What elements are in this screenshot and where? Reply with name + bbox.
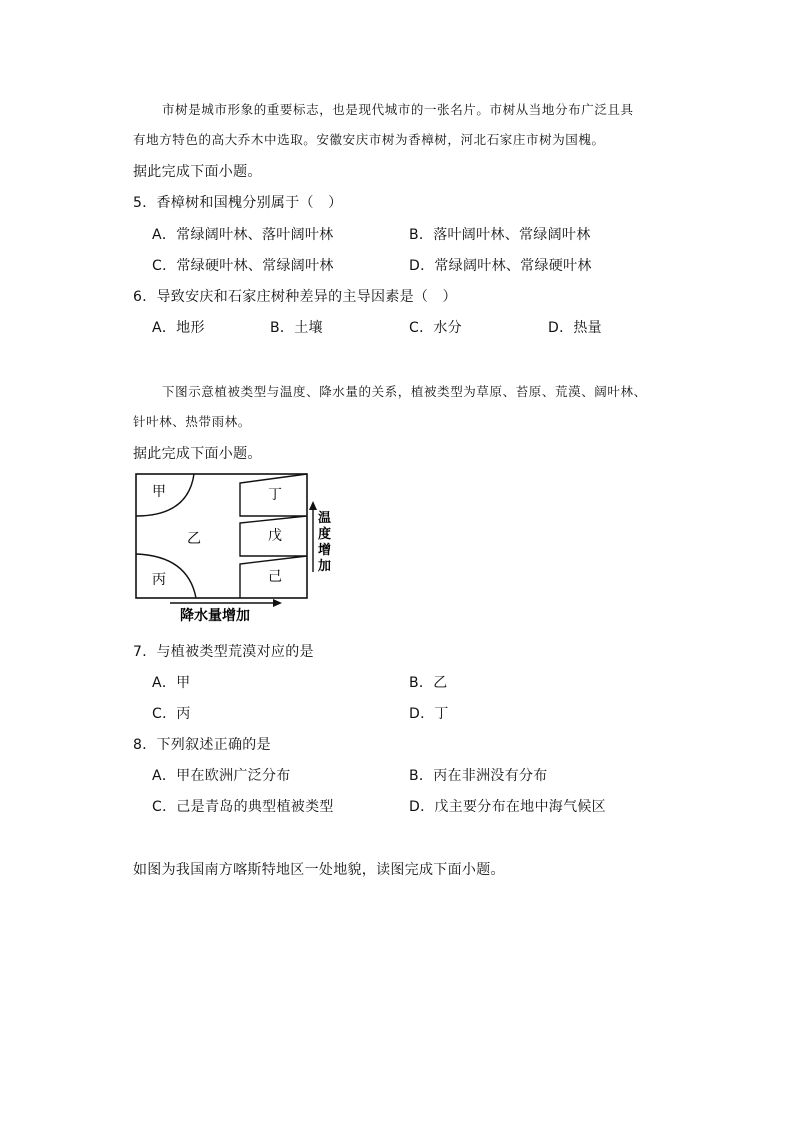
passage-3-line-1: 如图为我国南方喀斯特地区一处地貌，读图完成下面小题。: [133, 862, 505, 878]
temperature-label-2: 度: [318, 527, 332, 542]
question-7-option-c: C．丙: [152, 706, 191, 722]
zone-ji-label: 己: [268, 569, 282, 585]
question-6-stem: 6．导致安庆和石家庄树种差异的主导因素是（ ）: [133, 289, 457, 305]
temperature-label-1: 温: [318, 511, 332, 526]
passage-2-line-1: 下图示意植被类型与温度、降水量的关系，植被类型为草原、苔原、荒漠、阔叶林、: [162, 384, 647, 399]
bing-boundary: [136, 554, 196, 598]
question-7-stem: 7．与植被类型荒漠对应的是: [133, 644, 314, 660]
question-5-option-d: D．常绿阔叶林、常绿硬叶林: [409, 258, 592, 274]
zone-bing-label: 丙: [152, 572, 166, 588]
passage-2-line-2: 针叶林、热带雨林。: [133, 414, 251, 429]
question-6-option-b: B．土壤: [270, 320, 323, 336]
passage-2-instruction: 据此完成下面小题。: [133, 446, 262, 462]
question-7-option-d: D．丁: [409, 706, 449, 722]
zone-ding-label: 丁: [268, 487, 282, 503]
question-8-option-b: B．丙在非洲没有分布: [409, 768, 548, 784]
temperature-arrow-head: [309, 501, 317, 510]
temperature-label-4: 加: [318, 559, 332, 574]
question-6-option-a: A．地形: [152, 320, 205, 336]
question-8-option-d: D．戊主要分布在地中海气候区: [409, 799, 606, 815]
question-8-stem: 8．下列叙述正确的是: [133, 737, 271, 753]
question-5-option-b: B．落叶阔叶林、常绿阔叶林: [409, 227, 591, 243]
question-8-option-a: A．甲在欧洲广泛分布: [152, 768, 291, 784]
passage-1-instruction: 据此完成下面小题。: [133, 164, 262, 180]
precipitation-arrow-head: [273, 599, 282, 607]
question-5-option-a: A．常绿阔叶林、落叶阔叶林: [152, 227, 334, 243]
question-5-option-c: C．常绿硬叶林、常绿阔叶林: [152, 258, 334, 274]
vegetation-diagram: [128, 468, 348, 628]
question-7-option-a: A．甲: [152, 675, 191, 691]
question-6-option-c: C．水分: [409, 320, 462, 336]
zone-jia-label: 甲: [152, 484, 166, 500]
question-7-option-b: B．乙: [409, 675, 448, 691]
question-8-option-c: C．己是青岛的典型植被类型: [152, 799, 334, 815]
precipitation-label: 降水量增加: [180, 608, 250, 624]
temperature-label-3: 增: [318, 543, 332, 558]
zone-yi-label: 乙: [187, 531, 201, 547]
question-5-stem: 5．香樟树和国槐分别属于（ ）: [133, 195, 343, 211]
passage-1-line-2: 有地方特色的高大乔木中选取。安徽安庆市树为香樟树，河北石家庄市树为国槐。: [133, 132, 605, 147]
question-6-option-d: D．热量: [548, 320, 602, 336]
passage-1-line-1: 市树是城市形象的重要标志，也是现代城市的一张名片。市树从当地分布广泛且具: [162, 102, 634, 117]
zone-wu-label: 戊: [268, 528, 282, 544]
